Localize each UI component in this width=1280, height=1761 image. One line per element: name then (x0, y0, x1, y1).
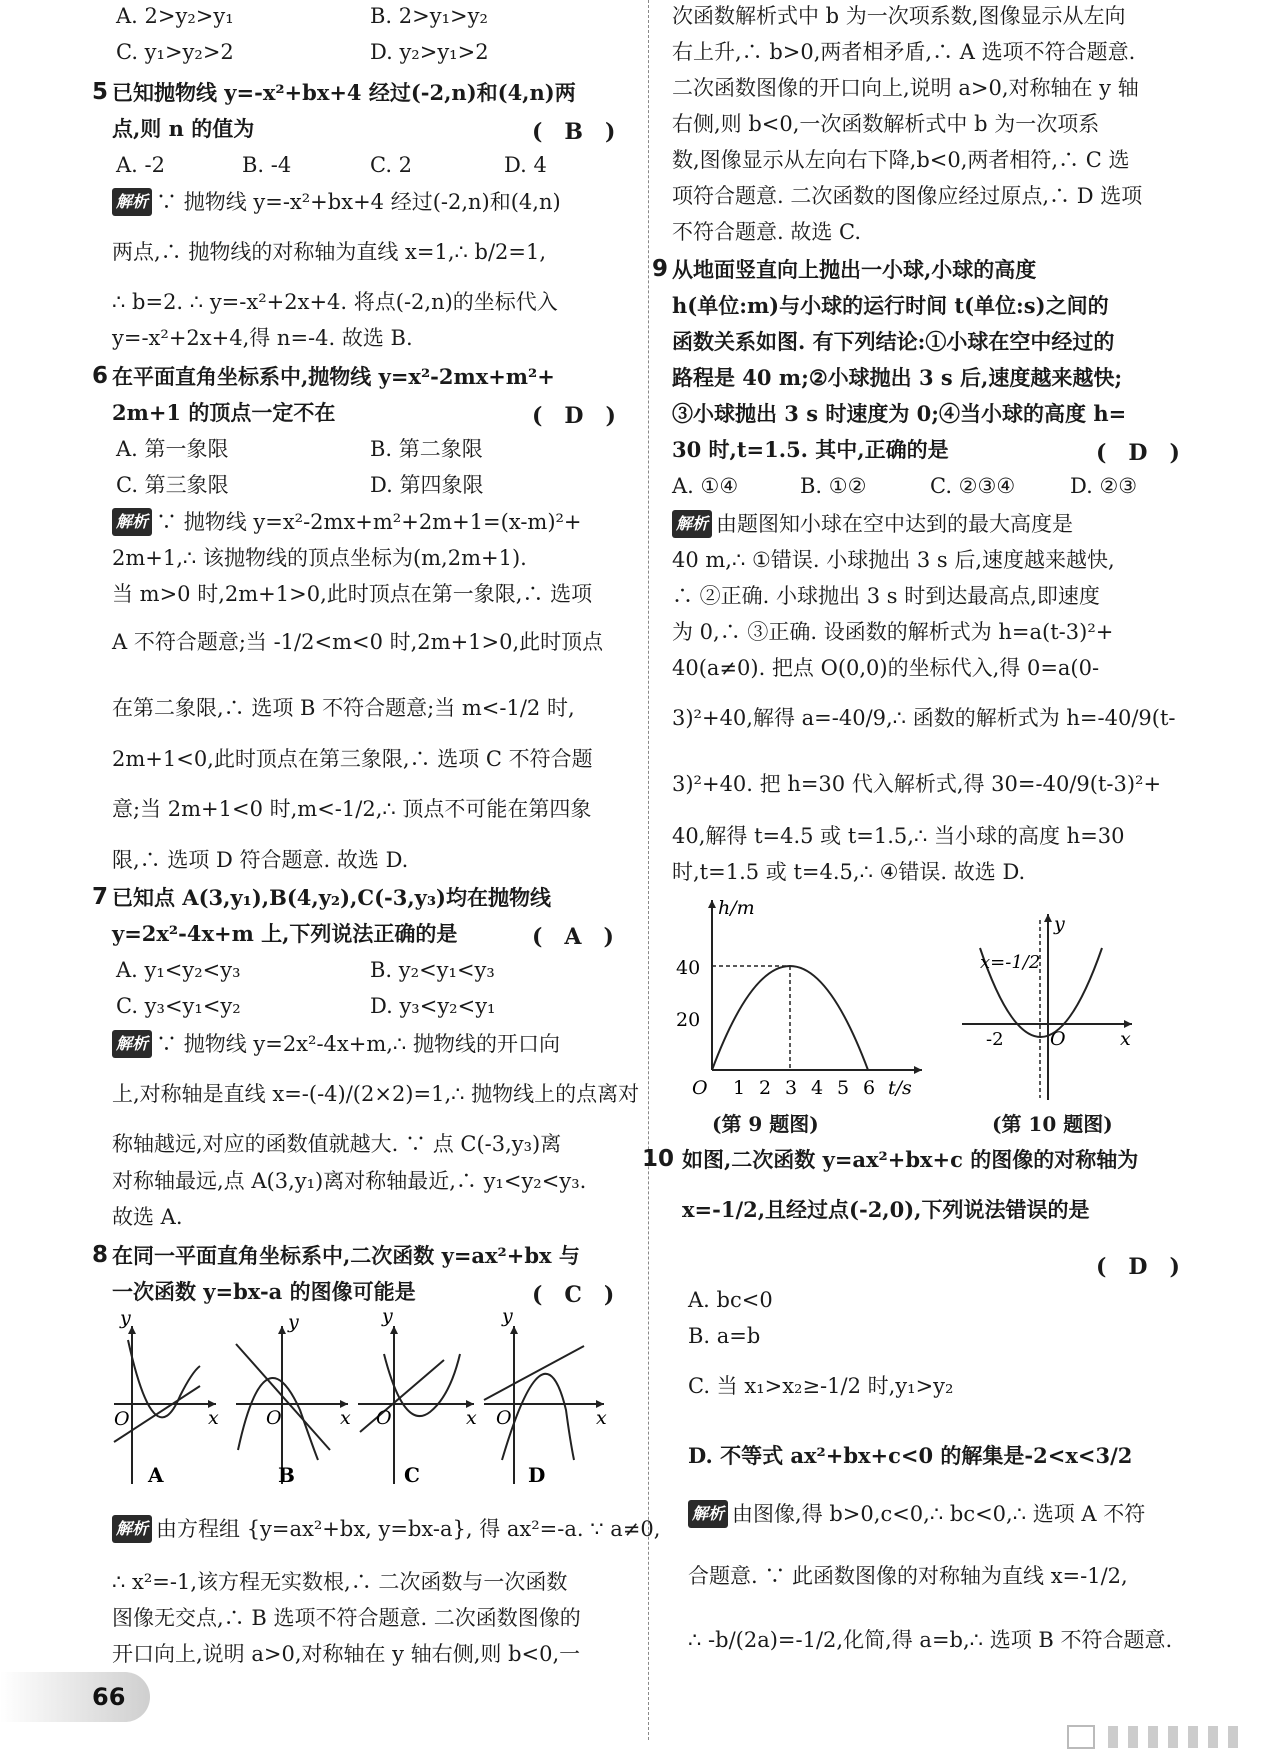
fig9-caption: (第 9 题图) (712, 1112, 819, 1136)
q9-stem-6: 30 时,t=1.5. 其中,正确的是 (672, 437, 949, 462)
q5-solution-3: ∴ b=2. ∴ y=-x²+2x+4. 将点(-2,n)的坐标代入 (112, 290, 558, 314)
solution-tag: 解析 (112, 1030, 152, 1058)
q9-stem-3: 函数关系如图. 有下列结论:①小球在空中经过的 (672, 329, 1115, 354)
q6-stem-1: 在平面直角坐标系中,抛物线 y=x²-2mx+m²+ (112, 364, 555, 389)
q7-number: 7 (92, 884, 109, 910)
q9-solution-6: 3)²+40,解得 a=-40/9,∴ 函数的解析式为 h=-40/9(t- (672, 706, 1176, 730)
q9-solution-5: 40(a≠0). 把点 O(0,0)的坐标代入,得 0=a(0- (672, 656, 1100, 680)
fig10-origin: O (1050, 1028, 1066, 1050)
q10-option-d: D. 不等式 ax²+bx+c<0 的解集是-2<x<3/2 (688, 1443, 1133, 1468)
fig10-graph (962, 913, 1132, 1100)
fig10-x-label: x (1120, 1028, 1131, 1050)
q7-option-d: D. y₃<y₂<y₁ (370, 994, 496, 1018)
fig9-x-tick-6: 6 (863, 1077, 876, 1099)
solution-tag: 解析 (688, 1500, 728, 1528)
q8-stem-2: 一次函数 y=bx-a 的图像可能是 (112, 1279, 416, 1304)
q9-option-d: D. ②③ (1070, 474, 1138, 498)
q7-solution-2: 上,对称轴是直线 x=-(-4)/(2×2)=1,∴ 抛物线上的点离对 (112, 1082, 640, 1106)
q5-number: 5 (92, 79, 109, 105)
q8-graph-b-y-label: y (288, 1311, 299, 1333)
q8-solution-4: 开口向上,说明 a>0,对称轴在 y 轴右侧,则 b<0,一 (112, 1642, 581, 1666)
q9-q10-figures (662, 890, 1202, 1140)
q7-solution-1: 解析 ∵ 抛物线 y=2x²-4x+m,∴ 抛物线的开口向 (112, 1030, 560, 1058)
fig10-caption: (第 10 题图) (992, 1112, 1113, 1136)
q8-cont-4: 右侧,则 b<0,一次函数解析式中 b 为一次项系 (672, 112, 1100, 136)
q8-cont-5: 数,图像显示从左向右下降,b<0,两者相符,∴ C 选 (672, 148, 1130, 172)
q10-solution-2: 合题意. ∵ 此函数图像的对称轴为直线 x=-1/2, (688, 1564, 1128, 1588)
q9-option-c: C. ②③④ (930, 474, 1016, 498)
q9-option-a: A. ①④ (672, 474, 739, 498)
q7-solution-3: 称轴越远,对应的函数值就越大. ∵ 点 C(-3,y₃)离 (112, 1132, 562, 1156)
q8-graph-d-x-label: x (596, 1407, 607, 1429)
q6-solution-5: 在第二象限,∴ 选项 B 不符合题意;当 m<-1/2 时, (112, 696, 575, 720)
q8-graph-a-label: A (148, 1463, 164, 1487)
q7-solution-5: 故选 A. (112, 1205, 183, 1229)
fig9-x-tick-3: 3 (785, 1077, 798, 1099)
q4-option-c: C. y₁>y₂>2 (116, 40, 234, 64)
page-number-tab (0, 1672, 150, 1722)
q8-number: 8 (92, 1242, 109, 1268)
q5-option-b: B. -4 (242, 153, 292, 177)
q9-stem-4: 路程是 40 m;②小球抛出 3 s 后,速度越来越快; (672, 365, 1123, 390)
q7-stem-1: 已知点 A(3,y₁),B(4,y₂),C(-3,y₃)均在抛物线 (112, 885, 551, 910)
q9-solution-9: 时,t=1.5 或 t=4.5,∴ ④错误. 故选 D. (672, 860, 1026, 884)
q8-solution-3: 图像无交点,∴ B 选项不符合题意. 二次函数图像的 (112, 1606, 581, 1630)
q5-answer: ( B ) (532, 119, 616, 145)
q8-graph-b-origin: O (266, 1407, 282, 1429)
q5-option-a: A. -2 (116, 153, 165, 177)
q9-stem-1: 从地面竖直向上抛出一小球,小球的高度 (672, 257, 1037, 282)
q6-solution-4: A 不符合题意;当 -1/2<m<0 时,2m+1>0,此时顶点 (112, 630, 604, 654)
q8-graph-d (484, 1305, 607, 1487)
q8-graph-c-x-label: x (466, 1407, 477, 1429)
q6-option-c: C. 第三象限 (116, 473, 229, 497)
fig9-x-tick-2: 2 (759, 1077, 772, 1099)
solution-tag: 解析 (112, 188, 152, 216)
q8-graph-c (358, 1305, 477, 1487)
q10-solution-1: 解析 由图像,得 b>0,c<0,∴ bc<0,∴ 选项 A 不符 (688, 1500, 1145, 1528)
q6-stem-2: 2m+1 的顶点一定不在 (112, 400, 336, 425)
q5-solution-1: 解析 ∵ 抛物线 y=-x²+bx+4 经过(-2,n)和(4,n) (112, 188, 561, 216)
fig9-graph (676, 897, 922, 1099)
fig9-x-tick-1: 1 (733, 1077, 746, 1099)
fig9-x-tick-5: 5 (837, 1077, 850, 1099)
q10-option-c: C. 当 x₁>x₂≥-1/2 时,y₁>y₂ (688, 1374, 954, 1398)
q10-option-a: A. bc<0 (688, 1288, 773, 1312)
fig9-y-label: h/m (718, 897, 755, 919)
q5-option-d: D. 4 (504, 153, 547, 177)
q7-stem-2: y=2x²-4x+m 上,下列说法正确的是 (112, 921, 458, 946)
fig9-x-tick-4: 4 (811, 1077, 824, 1099)
q6-number: 6 (92, 363, 109, 389)
q8-graph-d-origin: O (496, 1407, 512, 1429)
q8-graph-c-label: C (404, 1463, 420, 1487)
q8-graph-a-x-label: x (208, 1407, 219, 1429)
q8-graph-d-label: D (528, 1463, 546, 1487)
q8-graph-c-origin: O (376, 1407, 392, 1429)
q10-stem-2: x=-1/2,且经过点(-2,0),下列说法错误的是 (682, 1197, 1090, 1222)
q9-stem-2: h(单位:m)与小球的运行时间 t(单位:s)之间的 (672, 293, 1109, 318)
q5-option-c: C. 2 (370, 153, 413, 177)
corner-logo (1062, 1722, 1262, 1750)
q9-answer: ( D ) (1096, 440, 1180, 466)
q9-solution-4: 为 0,∴ ③正确. 设函数的解析式为 h=a(t-3)²+ (672, 620, 1114, 644)
fig10-x-tick: -2 (986, 1029, 1004, 1050)
q6-solution-2: 2m+1,∴ 该抛物线的顶点坐标为(m,2m+1). (112, 546, 527, 570)
q9-solution-1: 解析 由题图知小球在空中达到的最大高度是 (672, 510, 1073, 538)
q6-solution-7: 意;当 2m+1<0 时,m<-1/2,∴ 顶点不可能在第四象 (112, 797, 592, 821)
fig9-x-label: t/s (888, 1077, 912, 1099)
q4-option-d: D. y₂>y₁>2 (370, 40, 489, 64)
q9-solution-3: ∴ ②正确. 小球抛出 3 s 时到达最高点,即速度 (672, 584, 1100, 608)
fig9-y-tick-40: 40 (676, 957, 701, 979)
q8-cont-6: 项符合题意. 二次函数的图像应经过原点,∴ D 选项 (672, 184, 1143, 208)
q8-graph-d-y-label: y (502, 1305, 513, 1327)
q6-option-a: A. 第一象限 (116, 437, 229, 461)
q6-solution-6: 2m+1<0,此时顶点在第三象限,∴ 选项 C 不符合题 (112, 747, 593, 771)
q8-stem-1: 在同一平面直角坐标系中,二次函数 y=ax²+bx 与 (112, 1243, 580, 1268)
q9-solution-2: 40 m,∴ ①错误. 小球抛出 3 s 后,速度越来越快, (672, 548, 1115, 572)
q4-option-b: B. 2>y₁>y₂ (370, 4, 488, 28)
q8-solution-1: 解析 由方程组 {y=ax²+bx, y=bx-a}, 得 ax²=-a. ∵ a≠0, (112, 1515, 660, 1543)
q9-option-b: B. ①② (800, 474, 867, 498)
q10-solution-3: ∴ -b/(2a)=-1/2,化简,得 a=b,∴ 选项 B 不符合题意. (688, 1628, 1173, 1652)
solution-tag: 解析 (112, 508, 152, 536)
q10-option-b: B. a=b (688, 1324, 761, 1348)
q6-option-d: D. 第四象限 (370, 473, 484, 497)
q7-solution-4: 对称轴最远,点 A(3,y₁)离对称轴最近,∴ y₁<y₂<y₃. (112, 1169, 587, 1193)
q8-graph-b (236, 1311, 351, 1487)
q7-option-a: A. y₁<y₂<y₃ (116, 958, 241, 982)
solution-tag: 解析 (672, 510, 712, 538)
page-number: 66 (92, 1683, 126, 1711)
q7-option-b: B. y₂<y₁<y₃ (370, 958, 495, 982)
q8-answer: ( C ) (532, 1282, 615, 1308)
q6-solution-3: 当 m>0 时,2m+1>0,此时顶点在第一象限,∴ 选项 (112, 582, 593, 606)
q8-graph-a-origin: O (114, 1408, 130, 1430)
q8-solution-2: ∴ x²=-1,该方程无实数根,∴ 二次函数与一次函数 (112, 1570, 568, 1594)
q6-solution-8: 限,∴ 选项 D 符合题意. 故选 D. (112, 848, 409, 872)
q9-number: 9 (652, 256, 669, 282)
q5-stem-1: 已知抛物线 y=-x²+bx+4 经过(-2,n)和(4,n)两 (112, 80, 576, 105)
fig10-y-label: y (1054, 913, 1065, 935)
solution-tag: 解析 (112, 1515, 152, 1543)
q8-cont-2: 右上升,∴ b>0,两者相矛盾,∴ A 选项不符合题意. (672, 40, 1136, 64)
q10-number: 10 (642, 1146, 675, 1172)
q6-solution-1: 解析 ∵ 抛物线 y=x²-2mx+m²+2m+1=(x-m)²+ (112, 508, 582, 536)
q8-option-graphs (104, 1300, 644, 1500)
q8-graph-b-x-label: x (340, 1407, 351, 1429)
q9-stem-5: ③小球抛出 3 s 时速度为 0;④当小球的高度 h= (672, 401, 1127, 426)
q6-answer: ( D ) (532, 403, 616, 429)
q9-solution-8: 40,解得 t=4.5 或 t=1.5,∴ 当小球的高度 h=30 (672, 824, 1125, 848)
q8-graph-c-y-label: y (382, 1305, 393, 1327)
q8-graph-b-label: B (278, 1463, 295, 1487)
fig9-origin: O (692, 1077, 708, 1099)
q10-stem-1: 如图,二次函数 y=ax²+bx+c 的图像的对称轴为 (682, 1147, 1139, 1172)
q7-option-c: C. y₃<y₁<y₂ (116, 994, 241, 1018)
q8-graph-a (114, 1307, 219, 1487)
q8-cont-3: 二次函数图像的开口向上,说明 a>0,对称轴在 y 轴 (672, 76, 1139, 100)
column-divider (648, 0, 649, 1740)
q7-answer: ( A ) (532, 924, 614, 950)
q5-stem-2: 点,则 n 的值为 (112, 116, 255, 141)
fig9-y-tick-20: 20 (676, 1009, 701, 1031)
q9-solution-7: 3)²+40. 把 h=30 代入解析式,得 30=-40/9(t-3)²+ (672, 772, 1162, 796)
q5-solution-2: 两点,∴ 抛物线的对称轴为直线 x=1,∴ b/2=1, (112, 240, 547, 264)
fig10-symmetry-label: x=-1/2 (980, 952, 1041, 973)
q8-cont-1: 次函数解析式中 b 为一次项系数,图像显示从左向 (672, 4, 1126, 28)
q5-solution-4: y=-x²+2x+4,得 n=-4. 故选 B. (112, 326, 413, 350)
q4-option-a: A. 2>y₂>y₁ (116, 4, 234, 28)
q8-graph-a-y-label: y (120, 1307, 131, 1329)
q10-answer: ( D ) (1096, 1254, 1180, 1280)
q8-cont-7: 不符合题意. 故选 C. (672, 220, 862, 244)
q6-option-b: B. 第二象限 (370, 437, 483, 461)
